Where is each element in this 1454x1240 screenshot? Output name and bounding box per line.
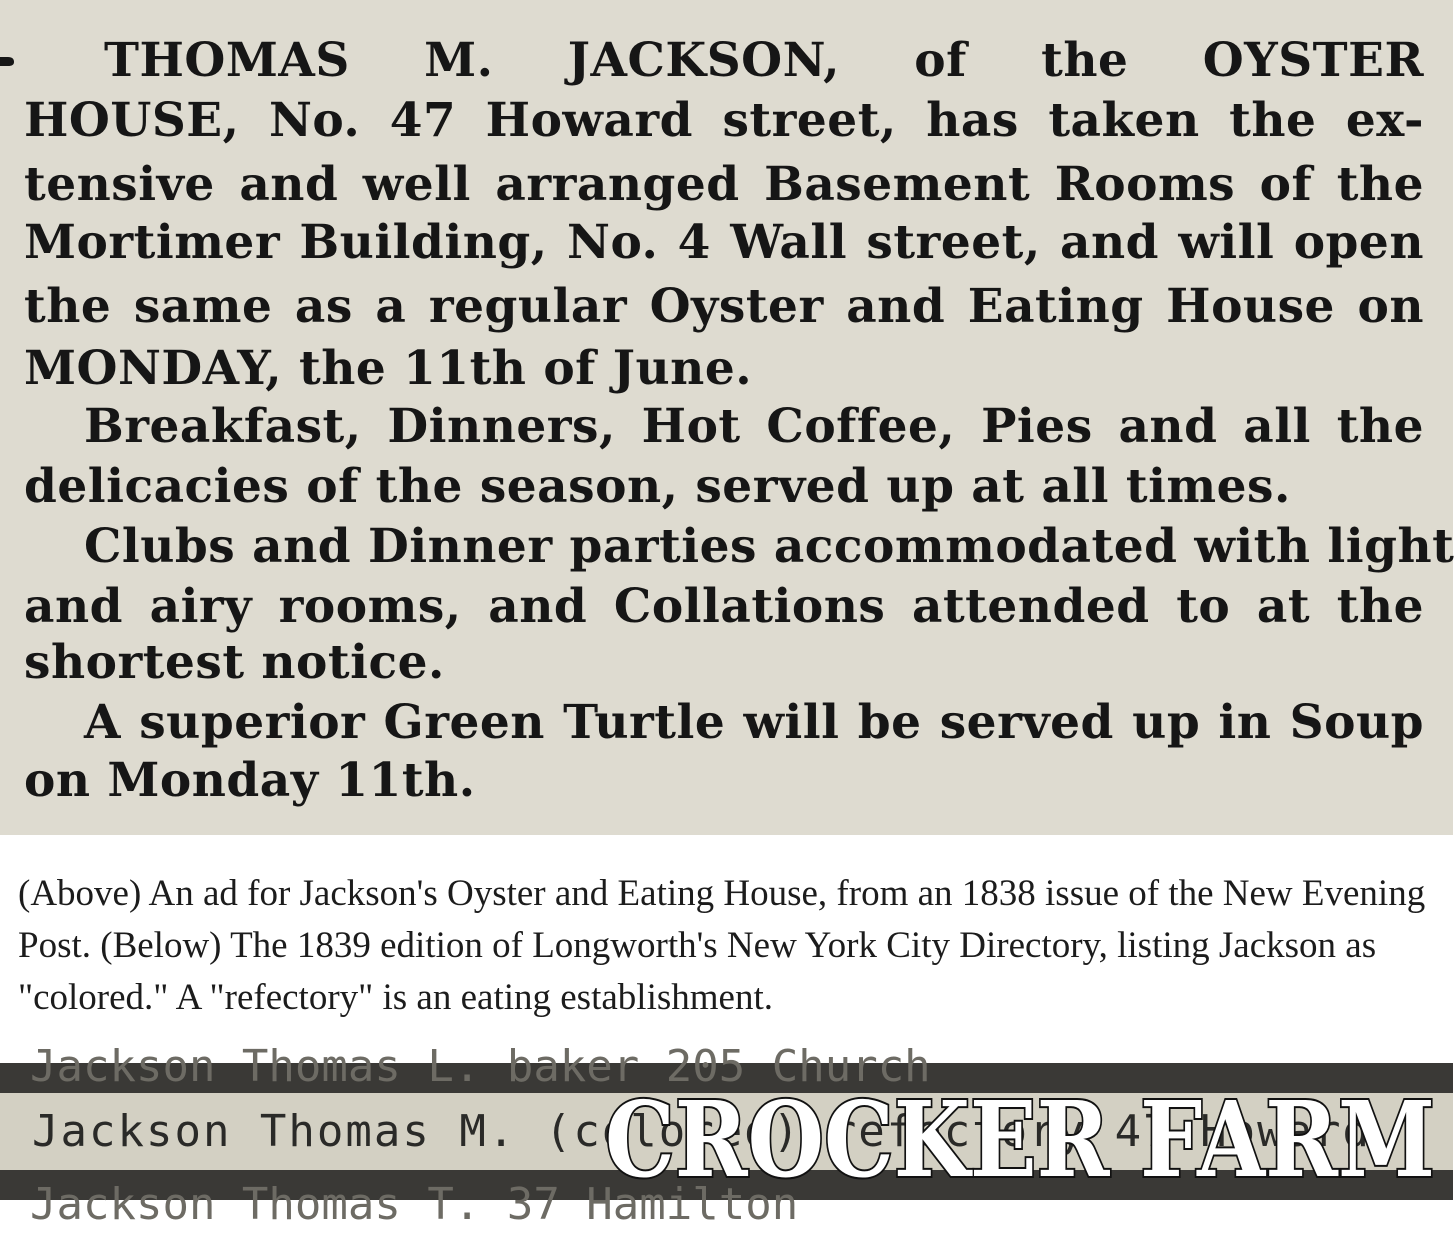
ad-line-4: Mortimer Building, No. 4 Wall street, and will open <box>24 215 1424 270</box>
ad-line-1: THOMAS M. JACKSON, of the OYSTER <box>24 32 1424 90</box>
ad-line-9: Clubs and Dinner parties accommodated with light <box>84 519 1454 574</box>
ad-line-6: MONDAY, the 11th of June. <box>24 341 753 396</box>
ad-line-10: and airy rooms, and Collations attended to at the <box>24 579 1424 634</box>
ad-line-8: delicacies of the season, served up at all times. <box>24 459 1291 514</box>
directory-line-below: Jackson Thomas T. 37 Hamilton <box>0 1170 1453 1200</box>
ad-line-12: A superior Green Turtle will be served up in Soup <box>84 695 1424 750</box>
ad-line-5: the same as a regular Oyster and Eating House on <box>24 279 1424 334</box>
ad-line-7: Breakfast, Dinners, Hot Coffee, Pies and all the <box>84 399 1424 454</box>
crocker-farm-logo <box>596 1066 1444 1201</box>
ad-line-3: tensive and well arranged Basement Rooms of the <box>24 157 1424 212</box>
directory-line-above: Jackson Thomas L. baker 205 Church <box>0 1063 1453 1093</box>
image-caption: (Above) An ad for Jackson's Oyster and Eating House, from an 1838 issue of the New Evening Post. (Below) The 1839 edition of Longworth's New York City Directory, listing Jackson as "colored." A "refectory" is an eating establishment. <box>18 873 1426 1018</box>
logo-text: CROCKER FARM <box>605 1078 1435 1201</box>
ad-line-13: on Monday 11th. <box>24 753 476 808</box>
pointing-hand-icon <box>0 42 24 100</box>
ad-line-11: shortest notice. <box>24 635 445 690</box>
directory-line-jackson: Jackson Thomas M. (colored) refectory 47 Howard <box>0 1093 1453 1170</box>
ad-line-2: HOUSE, No. 47 Howard street, has taken the ex- <box>24 93 1424 148</box>
